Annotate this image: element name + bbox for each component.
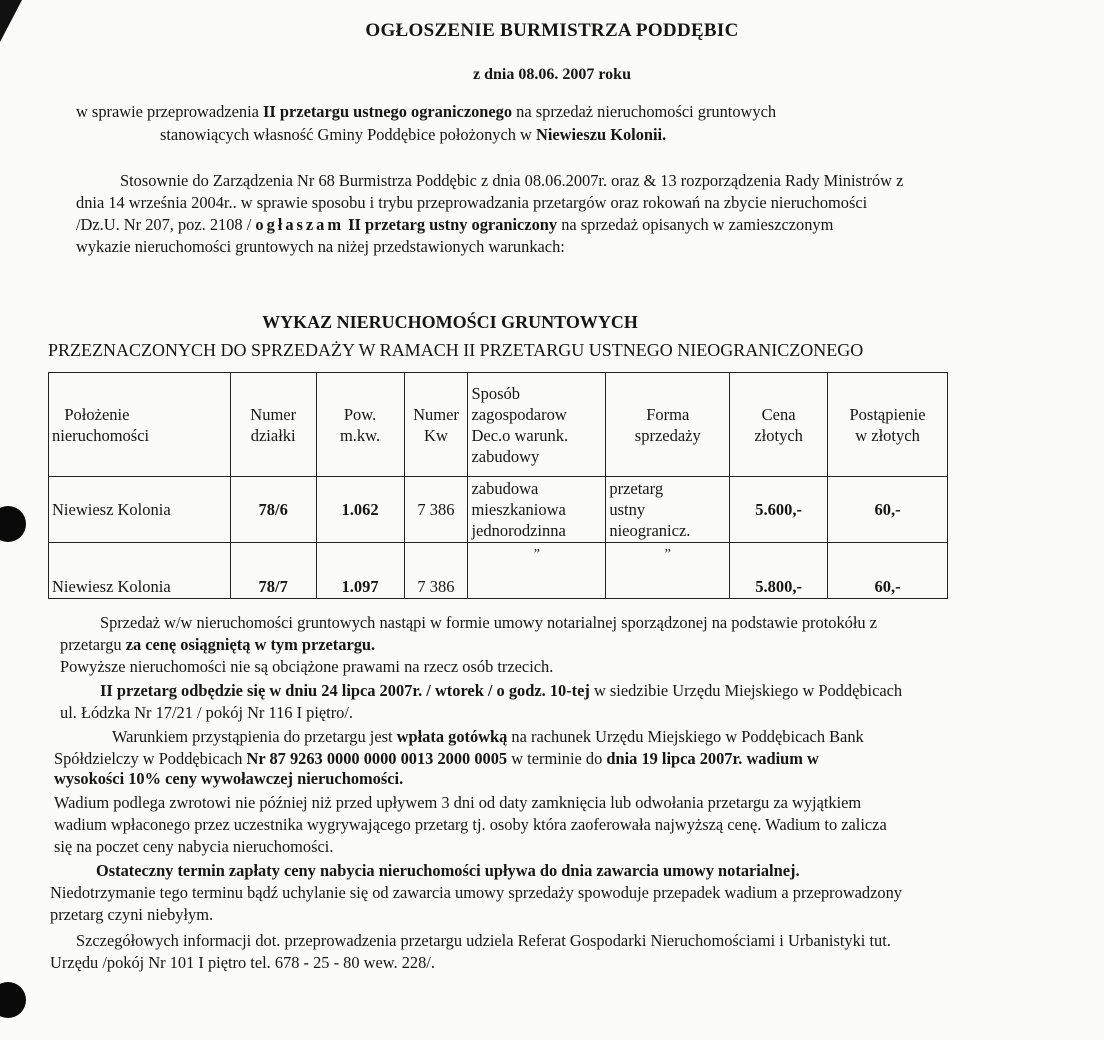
auction-date-bold: II przetarg odbędzie się w dniu 24 lipca 2007r. / wtorek / o godz. 10-tej: [100, 681, 590, 700]
basis-text: /Dz.U. Nr 207, poz. 2108 /: [76, 215, 256, 234]
cell-pow: 1.097: [316, 543, 404, 599]
header-text: Cena: [761, 404, 796, 424]
basis-line-1: Stosownie do Zarządzenia Nr 68 Burmistrza Poddębic z dnia 08.06.2007r. oraz & 13 rozporządzenia Rady Ministrów z: [120, 171, 904, 190]
cell-pow: 1.062: [316, 477, 404, 543]
header-text: m.kw.: [339, 425, 381, 445]
header-numer-dzialki: [230, 373, 316, 477]
header-text: Pow.: [343, 404, 377, 424]
sale-line-1: Sprzedaż w/w nieruchomości gruntowych nastąpi w formie umowy notarialnej sporządzonej na podstawie protokółu z: [100, 613, 877, 632]
cell-sposob-ditto: ”: [468, 543, 606, 599]
basis-line-2: dnia 14 września 2004r.. w sprawie sposobu i trybu przeprowadzania przetargów oraz rokowań na zbycie nieruchomości: [76, 193, 868, 212]
header-text: zabudowy: [471, 446, 540, 466]
basis-bold: II przetarg ustny ograniczony: [344, 215, 558, 234]
table-row: [49, 543, 948, 599]
table-header-row: [49, 373, 948, 477]
cell-text: jednorodzinna: [471, 521, 566, 540]
basis-text: na sprzedaż opisanych w zamieszczonym: [557, 215, 834, 234]
header-text: Postąpienie: [849, 404, 926, 424]
intro-bold: II przetargu ustnego ograniczonego: [263, 102, 513, 121]
wadium-text: Warunkiem przystąpienia do przetargu jest: [112, 727, 397, 746]
wadium-bold: dnia 19 lipca 2007r. wadium w: [606, 749, 819, 768]
header-numer-kw: [404, 373, 468, 477]
sale-bold: za cenę osiągniętą w tym przetargu.: [125, 635, 376, 654]
cell-polozenie: Niewiesz Kolonia: [49, 543, 231, 599]
cell-kw: 7 386: [404, 543, 468, 599]
cell-text: ustny: [609, 500, 646, 519]
intro-text: stanowiących własność Gminy Poddębice położonych w: [160, 125, 536, 144]
intro-text: na sprzedaż nieruchomości gruntowych: [512, 102, 777, 121]
wykaz-subtitle: PRZEZNACZONYCH DO SPRZEDAŻY W RAMACH II PRZETARGU USTNEGO NIEOGRANICZONEGO: [48, 340, 864, 360]
header-text: działki: [250, 425, 296, 445]
header-text: Położenie: [64, 404, 130, 424]
header-cena: [730, 373, 828, 477]
wadium-line-2: [54, 748, 819, 769]
wadium-line-5: wadium wpłaconego przez uczestnika wygrywającego przetarg tj. osoby która zaoferowała najwyższą cenę. Wadium to zalicza: [54, 815, 887, 834]
header-text: Kw: [424, 425, 448, 445]
header-text: Sposób: [471, 383, 521, 403]
info-line-2: Urzędu /pokój Nr 101 I piętro tel. 678 - 25 - 80 wew. 228/.: [50, 953, 435, 972]
wadium-line-3: wysokości 10% ceny wywoławczej nieruchomości.: [54, 769, 404, 788]
header-text: zagospodarow: [471, 404, 567, 424]
cell-cena: 5.600,-: [730, 477, 828, 543]
auction-date-text: w siedzibie Urzędu Miejskiego w Poddębicach: [589, 681, 903, 700]
property-table: [48, 372, 948, 599]
wadium-text: w terminie do: [507, 749, 607, 768]
wadium-text: Spółdzielczy w Poddębicach: [54, 749, 247, 768]
sale-text: przetargu: [60, 635, 126, 654]
header-text: nieruchomości: [52, 425, 150, 445]
header-text: sprzedaży: [634, 425, 701, 445]
cell-polozenie: Niewiesz Kolonia: [49, 477, 231, 543]
sale-line-3: Powyższe nieruchomości nie są obciążone prawami na rzecz osób trzecich.: [60, 657, 554, 676]
cell-text: zabudowa: [471, 479, 539, 498]
wadium-line-1: [112, 726, 864, 747]
wykaz-title: WYKAZ NIERUCHOMOŚCI GRUNTOWYCH: [262, 312, 638, 332]
wadium-line-6: się na poczet ceny nabycia nieruchomości.: [54, 837, 334, 856]
intro-line-1: [76, 101, 776, 122]
basis-line-4: wykazie nieruchomości gruntowych na niżej przedstawionych warunkach:: [76, 237, 565, 256]
cell-text: przetarg: [609, 479, 664, 498]
cell-postapienie: 60,-: [828, 543, 948, 599]
header-polozenie: [49, 373, 231, 477]
header-text: w złotych: [855, 425, 920, 445]
wadium-bold: Nr 87 9263 0000 0000 0013 2000 0005: [246, 749, 508, 768]
wadium-line-4: Wadium podlega zwrotowi nie później niż przed upływem 3 dni od daty zamknięcia lub odwołania przetargu za wyjątkiem: [54, 793, 862, 812]
document-title: OGŁOSZENIE BURMISTRZA PODDĘBIC: [365, 20, 739, 41]
cell-text: mieszkaniowa: [471, 500, 566, 519]
cell-kw: 7 386: [404, 477, 468, 543]
auction-date-line-2: ul. Łódzka Nr 17/21 / pokój Nr 116 I piętro/.: [60, 703, 354, 722]
basis-spaced-bold: ogłaszam: [255, 215, 345, 234]
header-text: Dec.o warunk.: [471, 425, 569, 445]
sale-line-2: [60, 634, 375, 655]
wadium-text: na rachunek Urzędu Miejskiego w Poddębicach Bank: [507, 727, 864, 746]
intro-bold: Niewieszu Kolonii.: [536, 125, 667, 144]
cell-dzialka: 78/7: [230, 543, 316, 599]
header-sposob: [468, 373, 606, 477]
document-date: z dnia 08.06. 2007 roku: [473, 66, 631, 83]
intro-line-2: [160, 124, 666, 145]
header-postapienie: [828, 373, 948, 477]
header-text: Numer: [413, 404, 459, 424]
auction-date-line-1: [100, 680, 902, 701]
header-text: Forma: [646, 404, 690, 424]
cell-forma: [606, 477, 730, 543]
cell-postapienie: 60,-: [828, 477, 948, 543]
header-pow: [316, 373, 404, 477]
info-line-1: Szczegółowych informacji dot. przeprowadzenia przetargu udziela Referat Gospodarki Nieruchomościami i Urbanistyki tut.: [76, 931, 891, 950]
wadium-bold: wpłata gotówką: [396, 727, 508, 746]
cell-forma-ditto: ”: [606, 543, 730, 599]
header-text: Numer: [250, 404, 297, 424]
termin-line-2: Niedotrzymanie tego terminu bądź uchylanie się od zawarcia umowy sprzedaży spowoduje przepadek wadium a przeprowadzony: [50, 883, 902, 902]
intro-text: w sprawie przeprowadzenia: [76, 102, 264, 121]
cell-sposob: [468, 477, 606, 543]
header-forma: [606, 373, 730, 477]
termin-line-3: przetarg czyni niebyłym.: [50, 905, 214, 924]
cell-text: nieogranicz.: [609, 521, 691, 540]
cell-dzialka: 78/6: [230, 477, 316, 543]
basis-line-3: [76, 214, 833, 235]
header-text: złotych: [754, 425, 803, 445]
termin-line-1: Ostateczny termin zapłaty ceny nabycia nieruchomości upływa do dnia zawarcia umowy notarialnej.: [96, 861, 800, 880]
table-row: [49, 477, 948, 543]
cell-cena: 5.800,-: [730, 543, 828, 599]
